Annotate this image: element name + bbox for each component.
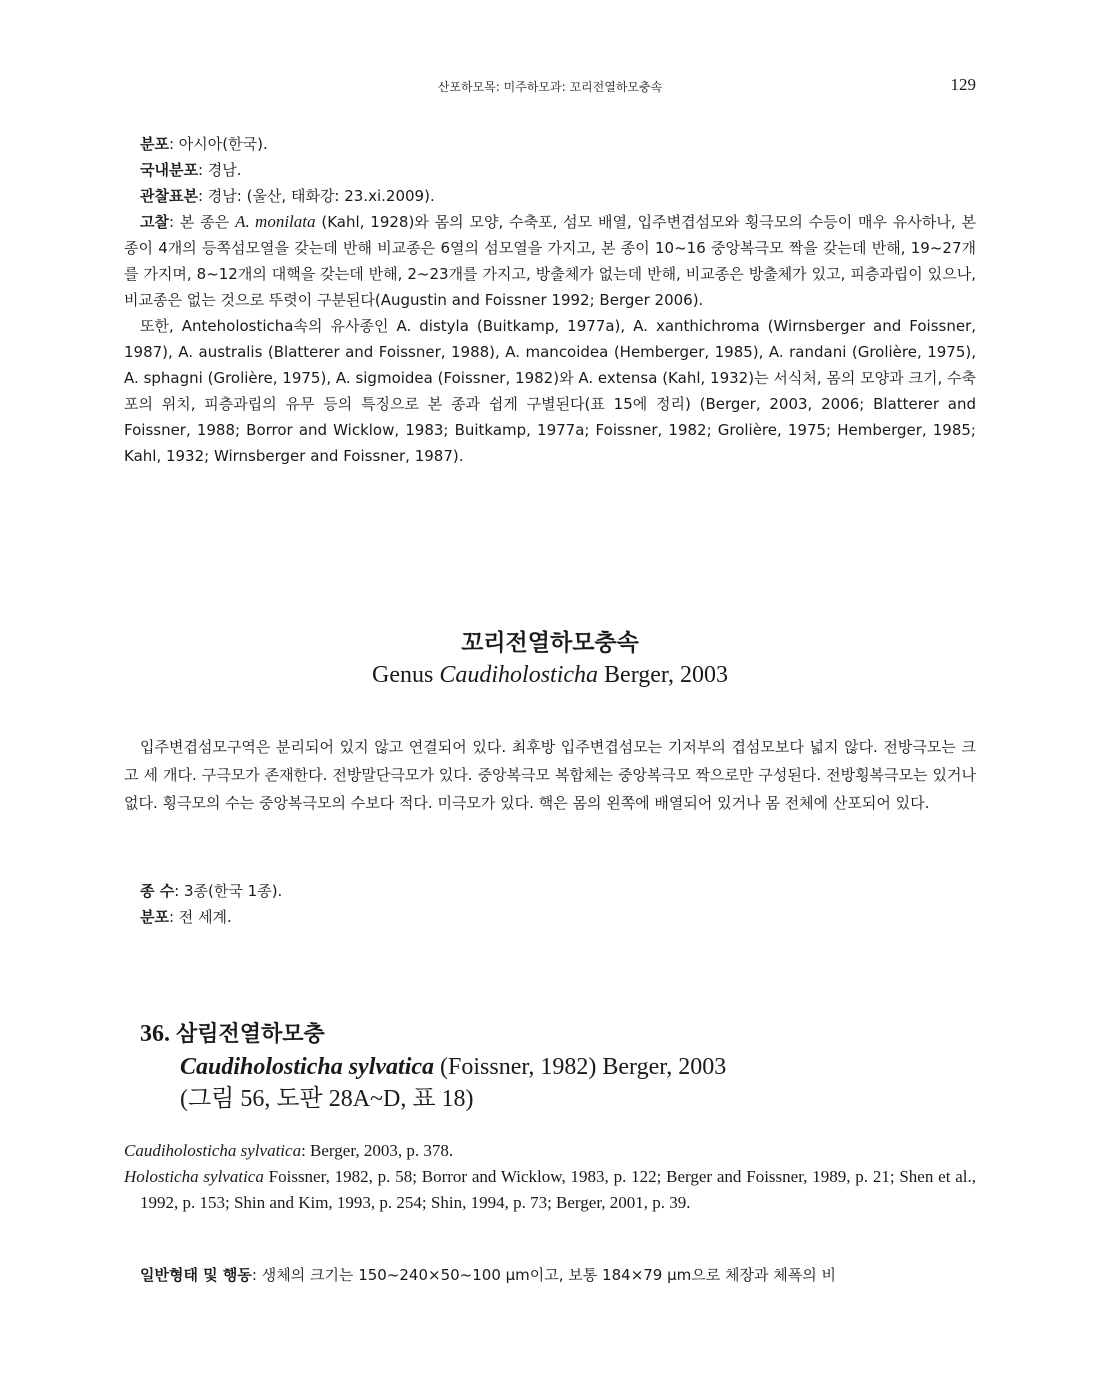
species-heading-line2: [140, 1051, 726, 1083]
synonym-2-ref: Foissner, 1982, p. 58; Borror and Wicklow, 1983, p. 122; Berger and Foissner, 1989, p. 21; Shen et al., 1992, p. 153; Shin and Kim, 1993, p. 254; Shin, 1994, p. 73; Berger, 2001, p. 39.: [140, 1167, 976, 1212]
synonym-1-ref: : Berger, 2003, p. 378.: [301, 1141, 454, 1160]
genus-distribution-text: : 전 세계.: [168, 908, 232, 926]
synonym-1: [124, 1138, 976, 1164]
running-header: [124, 76, 976, 96]
distribution-text: : 아시아(한국).: [168, 135, 268, 153]
genus-title-ko: 꼬리전열하모충속: [461, 630, 639, 656]
page-number: 129: [950, 75, 976, 94]
genus-name: Caudiholosticha: [439, 662, 599, 688]
species-authority: (Foissner, 1982) Berger, 2003: [434, 1054, 727, 1080]
comparison-paragraph: 또한, Anteholosticha속의 유사종인 A. distyla (Buitkamp, 1977a), A. xanthichroma (Wirnsberger and Foissner, 1987), A. australis (Blatterer and Foissner, 1988), A. mancoidea (Hemberger, 1985), A. randani (Grolière, 1975), A. sphagni (Grolière, 1975), A. sigmoidea (Foissner, 1982)와 A. extensa (Kahl, 1932)는 서식처, 몸의 모양과 크기, 수축포의 위치, 피층과립의 유무 등의 특징으로 본 종과 쉽게 구별된다(표 15에 정리) (Berger, 2003, 2006; Blatterer and Foissner, 1988; Borror and Wicklow, 1983; Buitkamp, 1977a; Foissner, 1982; Grolière, 1975; Hemberger, 1985; Kahl, 1932; Wirnsberger and Foissner, 1987).: [124, 317, 976, 465]
species-sci-name: Caudiholosticha sylvatica: [180, 1054, 435, 1080]
genus-description: [124, 733, 976, 817]
specimen-text: : 경남: (울산, 태화강: 23.xi.2009).: [197, 187, 435, 205]
running-title: 산포하모목: 미주하모과: 꼬리전열하모충속: [437, 80, 663, 94]
synonym-2-name: Holosticha sylvatica: [124, 1167, 264, 1186]
distribution-label: 분포: [140, 135, 169, 153]
species-heading: [140, 1018, 726, 1115]
synonym-1-name: Caudiholosticha sylvatica: [124, 1141, 302, 1160]
species-figure-ref: (그림 56, 도판 28A~D, 표 18): [180, 1086, 474, 1112]
domestic-text: : 경남.: [197, 161, 242, 179]
domestic-label: 국내분포: [140, 161, 198, 179]
genus-distribution-line: [124, 904, 976, 930]
remarks-paragraph: [124, 209, 976, 313]
morphology-line: [124, 1262, 976, 1288]
species-name-ko: 삼림전열하모충: [176, 1022, 325, 1047]
genus-title-en: [124, 662, 976, 689]
specimen-label: 관찰표본: [140, 187, 198, 205]
genus-distribution-label: 분포: [140, 908, 169, 926]
remarks-lead: : 본 종은: [168, 213, 236, 231]
genus-prefix: Genus: [372, 662, 440, 688]
species-count-line: [124, 878, 976, 904]
morphology-label: 일반형태 및 행동: [140, 1266, 252, 1284]
synonymy: [124, 1138, 976, 1216]
specimen-line: [124, 183, 976, 209]
species-number: 36.: [140, 1021, 170, 1047]
previous-species-tail: [124, 131, 976, 469]
morphology-text: : 생체의 크기는 150~240×50~100 μm이고, 보통 184×79 μm으로 체장과 체폭의 비: [251, 1266, 836, 1284]
synonym-2: [124, 1164, 976, 1216]
species-count-label: 종 수: [140, 882, 175, 900]
distribution-line: [124, 131, 976, 157]
genus-description-text: 입주변겹섬모구역은 분리되어 있지 않고 연결되어 있다. 최후방 입주변겹섬모는 기저부의 겹섬모보다 넓지 않다. 전방극모는 크고 세 개다. 구극모가 존재한다. 전방말단극모가 있다. 중앙복극모 복합체는 중앙복극모 짝으로만 구성된다. 전방횡복극모는 있거나 없다. 횡극모의 수는 중앙복극모의 수보다 적다. 미극모가 있다. 핵은 몸의 왼쪽에 배열되어 있거나 몸 전체에 산포되어 있다.: [124, 738, 976, 812]
genus-authority: Berger, 2003: [598, 662, 728, 688]
morphology: [124, 1262, 976, 1288]
remarks-body: (Kahl, 1928)와 몸의 모양, 수축포, 섬모 배열, 입주변겹섬모와 횡극모의 수등이 매우 유사하나, 본 종이 4개의 등쪽섬모열을 갖는데 반해 비교종은 6열의 섬모열을 가지고, 본 종이 10~16 중앙복극모 짝을 갖는데 반해, 19~27개를 가지며, 8~12개의 대핵을 갖는데 반해, 2~23개를 가지고, 방출체가 없는데 반해, 비교종은 방출체가 있고, 피층과립이 있으나, 비교종은 없는 것으로 뚜렷이 구분된다(Augustin and Foissner 1992; Berger 2006).: [124, 213, 976, 309]
genus-facts: [124, 878, 976, 930]
species-heading-line1: [140, 1018, 726, 1051]
species-count-text: : 3종(한국 1종).: [174, 882, 283, 900]
domestic-distribution-line: [124, 157, 976, 183]
remarks-species: A. monilata: [235, 212, 316, 231]
remarks-label: 고찰: [140, 213, 169, 231]
